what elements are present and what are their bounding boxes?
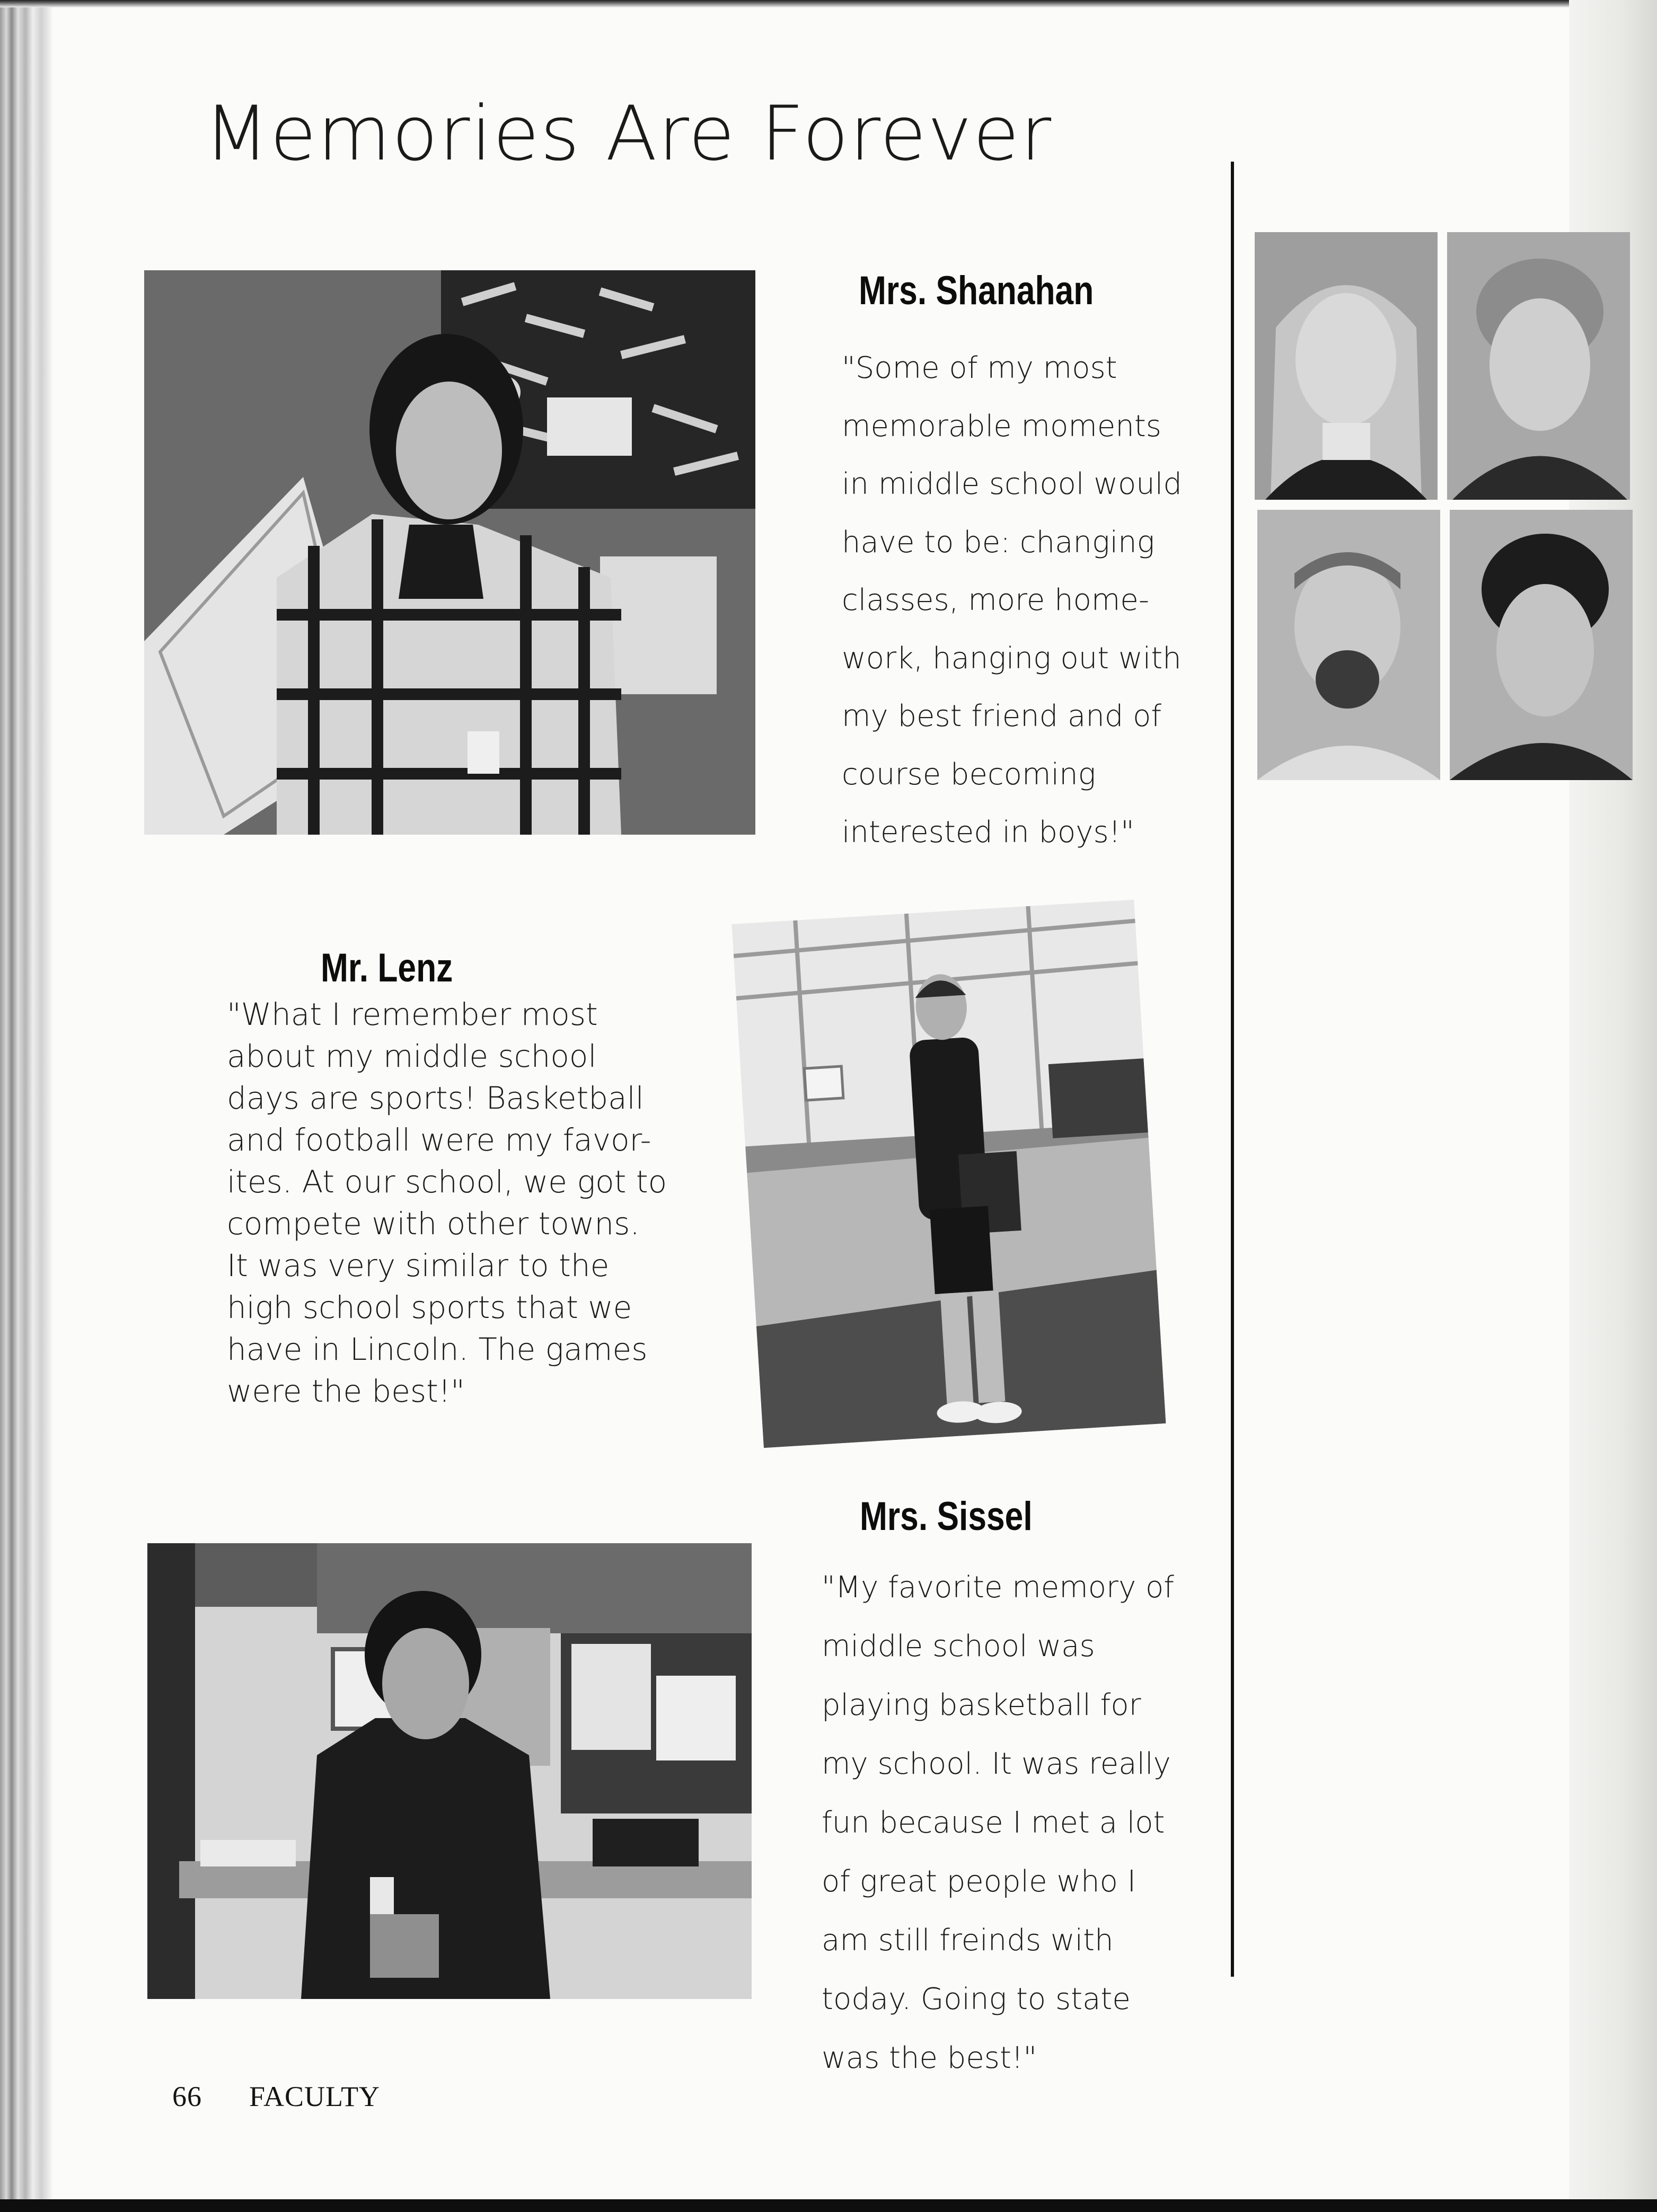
quote-line: work, hanging out with [842, 641, 1182, 676]
quote-line: memorable moments [842, 409, 1161, 444]
quote-line: "What I remember most [227, 996, 598, 1032]
page-title: Memories Are Forever [204, 90, 1053, 178]
book-binding-edge [0, 0, 53, 2212]
quote-line: of great people who I [822, 1864, 1136, 1899]
quote-line: was the best!" [822, 2041, 1037, 2075]
quote-line: interested in boys!" [842, 815, 1134, 850]
quote-line: classes, more home- [842, 583, 1150, 617]
quote-line: have in Lincoln. The games [227, 1331, 648, 1367]
portrait-dark-hair-woman [1450, 510, 1633, 780]
section-label: FACULTY [249, 2081, 381, 2112]
sissel-photo [147, 1543, 752, 1999]
quote-line: am still freinds with [822, 1923, 1114, 1958]
sissel-name: Mrs. Sissel [860, 1494, 1033, 1539]
quote-line: have to be: changing [842, 525, 1155, 560]
quote-line: "Some of my most [842, 351, 1117, 385]
page-top-edge [0, 0, 1657, 7]
quote-line: were the best!" [227, 1373, 465, 1409]
shanahan-name: Mrs. Shanahan [859, 268, 1094, 313]
quote-line: playing basketball for [822, 1688, 1141, 1722]
quote-line: in middle school would [842, 467, 1182, 501]
quote-line: course becoming [842, 757, 1096, 792]
lenz-name: Mr. Lenz [321, 945, 453, 990]
quote-line: today. Going to state [822, 1982, 1131, 2016]
quote-line: It was very similar to the [227, 1247, 610, 1284]
shanahan-quote [842, 339, 1182, 862]
quote-line: fun because I met a lot [822, 1806, 1165, 1840]
lenz-quote [227, 994, 667, 1412]
portrait-bearded-man [1257, 510, 1440, 780]
quote-line: ites. At our school, we got to [227, 1164, 667, 1200]
page-bottom-edge [0, 2199, 1657, 2212]
portrait-short-hair-woman [1447, 232, 1630, 500]
quote-line: my best friend and of [842, 699, 1162, 733]
page-folio [172, 2080, 380, 2113]
shanahan-photo [144, 270, 755, 835]
quote-line: about my middle school [227, 1038, 597, 1074]
sissel-quote [822, 1558, 1174, 2087]
quote-line: my school. It was really [822, 1747, 1171, 1781]
quote-line: days are sports! Basketball [227, 1080, 644, 1116]
page-number: 66 [172, 2081, 202, 2112]
quote-line: high school sports that we [227, 1289, 632, 1325]
quote-line: and football were my favor- [227, 1122, 651, 1158]
quote-line: "My favorite memory of [822, 1570, 1174, 1605]
quote-line: compete with other towns. [227, 1206, 640, 1242]
lenz-photo [731, 900, 1166, 1448]
portrait-blonde-woman [1255, 232, 1438, 500]
column-divider [1231, 162, 1234, 1977]
quote-line: middle school was [822, 1629, 1095, 1664]
